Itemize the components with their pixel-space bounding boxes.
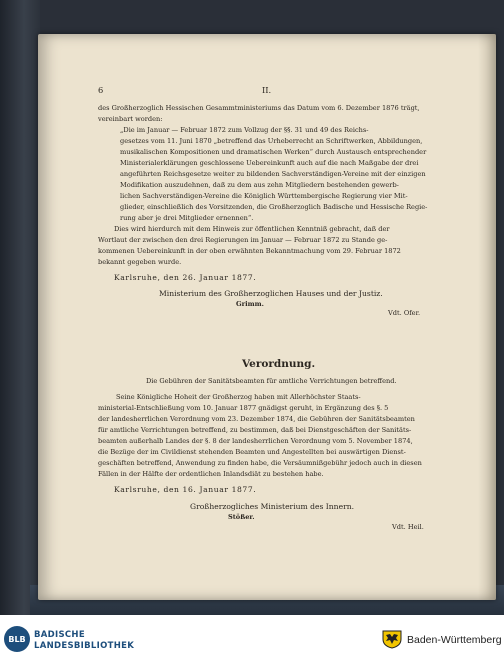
baden-wuerttemberg-crest-icon: [381, 629, 403, 649]
text-line: musikalischen Kompositionen und dramatischen Werken“ durch Austausch entsprechender: [120, 148, 427, 156]
signer-name: Stößer.: [228, 513, 255, 521]
text-line: Fällen in der Hälfte der ordentlichen Inlandsdiät zu bestehen habe.: [98, 470, 324, 478]
page-shadow: [478, 34, 496, 600]
book-spine-edge: [0, 0, 40, 615]
ministry-name: Großherzogliches Ministerium des Innern.: [190, 502, 354, 511]
text-line: die Bezüge der im Civildienst stehenden Beamten und Angestellten bei auswärtigen Dienst-: [98, 448, 406, 456]
footer-bar: [0, 615, 504, 653]
text-line: ministerial-Entschließung vom 10. Januar 1877 gnädigst geruht, in Ergänzung des §. 5: [98, 404, 389, 412]
ministry-name: Ministerium des Großherzoglichen Hauses und der Justiz.: [159, 289, 383, 298]
text-line: gesetzes vom 11. Juni 1870 „betreffend das Urheberrecht an Schriftwerken, Abbildungen,: [120, 137, 423, 145]
blb-name-line2: LANDESBIBLIOTHEK: [34, 641, 135, 651]
place-date: Karlsruhe, den 16. Januar 1877.: [114, 485, 257, 494]
text-line: angeführten Reichsgesetze weiter zu bildenden Sachverständigen-Vereine mit der einzigen: [120, 170, 426, 178]
countersign: Vdt. Heil.: [392, 523, 424, 531]
text-line: der landesherrlichen Verordnung vom 23. Dezember 1874, die Gebühren der Sanitätsbeamten: [98, 415, 415, 423]
blb-name-line1: BADISCHE: [34, 630, 85, 640]
signer-name: Grimm.: [236, 300, 264, 308]
baden-wuerttemberg-label: Baden-Württemberg: [407, 634, 502, 646]
page-number: 6: [98, 85, 104, 95]
text-line: geschäften betreffend, Anwendung zu finden habe, die Versäumnißgebühr jedoch auch in diesen: [98, 459, 422, 467]
text-line: für amtliche Verrichtungen betreffend, zu bestimmen, daß bei Dienstgeschäften der Sanitäts-: [98, 426, 412, 434]
text-line: Wortlaut der zwischen den drei Regierungen im Januar — Februar 1872 zu Stande ge-: [98, 236, 388, 244]
text-line: beamten außerhalb Landes der §. 8 der landesherrlichen Verordnung vom 5. November 1874,: [98, 437, 413, 445]
section-heading: Verordnung.: [242, 358, 316, 370]
text-line: des Großherzoglich Hessischen Gesammtministeriums das Datum vom 6. Dezember 1876 trägt,: [98, 104, 420, 112]
running-head: II.: [262, 85, 272, 95]
text-line: bekannt gegeben wurde.: [98, 258, 182, 266]
text-line: Modifikation auszudehnen, daß zu dem aus zehn Mitgliedern bestehenden gewerb-: [120, 181, 399, 189]
text-line: Ministerialerklärungen geschlossene Uebereinkunft auch auf die nach Maßgabe der drei: [120, 159, 419, 167]
text-line: Seine Königliche Hoheit der Großherzog haben mit Allerhöchster Staats-: [116, 393, 361, 401]
place-date: Karlsruhe, den 26. Januar 1877.: [114, 273, 257, 282]
text-line: lichen Sachverständigen-Vereine die Königlich Württembergische Regierung vier Mit-: [120, 192, 408, 200]
text-line: „Die im Januar — Februar 1872 zum Vollzug der §§. 31 und 49 des Reichs-: [120, 126, 369, 134]
text-line: glieder, einschließlich des Vorsitzenden, die Großherzoglich Badische und Hessische Regie-: [120, 203, 428, 211]
document-page: [38, 34, 496, 600]
text-line: rung aber je drei Mitglieder ernennen“.: [120, 214, 254, 222]
text-line: Dies wird hierdurch mit dem Hinweis zur öffentlichen Kenntniß gebracht, daß der: [114, 225, 390, 233]
text-line: kommenen Uebereinkunft in der oben erwähnten Bekanntmachung vom 29. Februar 1872: [98, 247, 401, 255]
section-subheading: Die Gebühren der Sanitätsbeamten für amtliche Verrichtungen betreffend.: [146, 377, 397, 385]
text-line: vereinbart worden:: [98, 115, 163, 123]
countersign: Vdt. Ofer.: [388, 309, 421, 317]
blb-logo-icon: BLB: [4, 626, 30, 652]
